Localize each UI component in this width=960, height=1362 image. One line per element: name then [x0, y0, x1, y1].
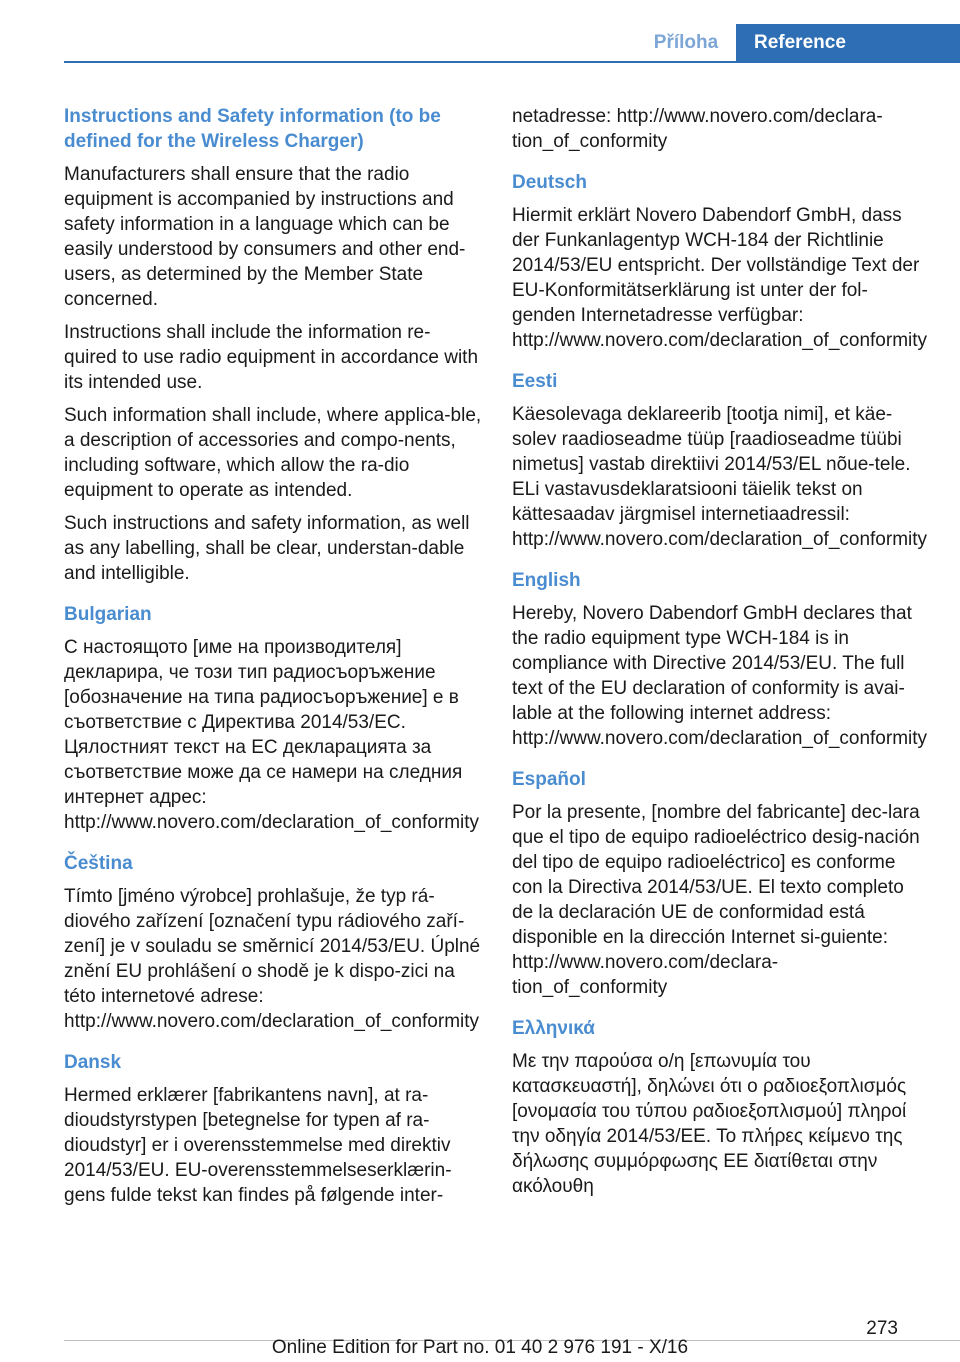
edition-note: Online Edition for Part no. 01 40 2 976 191 - X/16: [271, 1337, 689, 1358]
section-deutsch: [512, 170, 930, 353]
section-eesti: [512, 369, 930, 552]
section-heading: Bulgarian: [64, 604, 152, 625]
paragraph: Such instructions and safety information, as well as any labelling, shall be clear, understan-dable and intelligible.: [64, 513, 470, 584]
tab-reference[interactable]: Reference: [736, 24, 960, 62]
section-heading: Ελληνικά: [512, 1018, 595, 1039]
paragraph: Tímto [jméno výrobce] prohlašuje, že typ rá-diového zařízení [označení typu rádiového zaří-zení] je v souladu se směrnicí 2014/53/EU. Úplné znění EU prohlášení o shodě je k dispo-zici na této internetové adrese: http://www.novero.com/declaration_of_conformity: [64, 886, 481, 1032]
section-cestina: [64, 851, 482, 1034]
section-english: [512, 568, 930, 751]
header-rule: [64, 61, 960, 63]
page-header: [0, 0, 960, 62]
paragraph: Por la presente, [nombre del fabricante] dec-lara que el tipo de equipo radioeléctrico desig-nación del tipo de equipo radioeléctrico] es conforme con la Directiva 2014/53/UE. El texto completo de la declaración UE de conformidad está disponible en la dirección Internet si-guiente: http://www.novero.com/declara-tion_of_conformity: [512, 802, 920, 998]
section-heading: English: [512, 570, 581, 591]
section-espanol: [512, 767, 930, 1000]
paragraph: Hermed erklærer [fabrikantens navn], at ra-dioudstyrstypen [betegnelse for typen af ra-dioudstyr] er i overensstemmelse med direktiv 2014/53/EU. EU-overensstemmelseserklærin-gens fulde tekst kan findes på følgende inter-: [64, 1085, 452, 1206]
paragraph: Manufacturers shall ensure that the radio equipment is accompanied by instructions and safety information in a language which can be easily understood by consumers and other end-users, as determined by the Member State concerned.: [64, 164, 466, 310]
section-heading: Dansk: [64, 1052, 122, 1073]
section-heading: Eesti: [512, 371, 558, 392]
paragraph: netadresse: http://www.novero.com/declara-tion_of_conformity: [512, 106, 883, 152]
section-heading: Español: [512, 769, 586, 790]
section-bulgarian: [64, 602, 482, 835]
paragraph: Käesolevaga deklareerib [tootja nimi], et käe-solev raadioseadme tüüp [raadioseadme tüübi nimetus] vastab direktiivi 2014/53/EL nõue-tele. ELi vastavusdeklaratsiooni täielik tekst on kättesaadav järgmisel internetiaadressil: http://www.novero.com/declaration_of_conformity: [512, 404, 928, 550]
section-dansk: [64, 1050, 482, 1208]
tab-priloha[interactable]: Příloha: [636, 24, 736, 62]
section-ellinika: [512, 1016, 930, 1199]
paragraph: Με την παρούσα ο/η [επωνυμία του κατασκευαστή], δηλώνει ότι ο ραδιοεξοπλισμός [ονομασία του τύπου ραδιοεξοπλισμού] πληροί την οδηγία 2014/53/ΕΕ. Το πλήρες κείμενο της δήλωσης συμμόρφωσης ΕΕ διατίθεται στην ακόλουθη: [512, 1051, 907, 1197]
paragraph: Hiermit erklärt Novero Dabendorf GmbH, dass der Funkanlagentyp WCH-184 der Richtlinie 2014/53/EU entspricht. Der vollständige Text der EU-Konformitätserklärung ist unter der fol-genden Internetadresse verfügbar: http://www.novero.com/declaration_of_conformity: [512, 205, 928, 351]
left-column: [64, 104, 482, 1224]
section-heading: Čeština: [64, 853, 133, 874]
section-dansk-continued: [512, 104, 930, 154]
paragraph: Such information shall include, where applica-ble, a description of accessories and compo-nents, including software, which allow the ra-dio equipment to operate as intended.: [64, 405, 482, 501]
section-instructions: [64, 104, 482, 586]
right-column: [512, 104, 930, 1215]
section-heading: Deutsch: [512, 172, 587, 193]
paragraph: С настоящото [име на производителя] декларира, че този тип радиосъоръжение [обозначение на типа радиосъоръжение] е в съответствие с Директива 2014/53/ЕС. Цялостният текст на ЕС декларацията за съответствие може да се намери на следния интернет адрес: http://www.novero.com/declaration_of_conformity: [64, 637, 480, 833]
section-heading: Instructions and Safety information (to be defined for the Wireless Charger): [64, 106, 441, 152]
paragraph: Hereby, Novero Dabendorf GmbH declares that the radio equipment type WCH-184 is in compliance with Directive 2014/53/EU. The full text of the EU declaration of conformity is avai-lable at the following internet address: http://www.novero.com/declaration_of_conformity: [512, 603, 928, 749]
page-number: 273: [866, 1318, 898, 1339]
paragraph: Instructions shall include the information re-quired to use radio equipment in accordance with its intended use.: [64, 322, 479, 393]
